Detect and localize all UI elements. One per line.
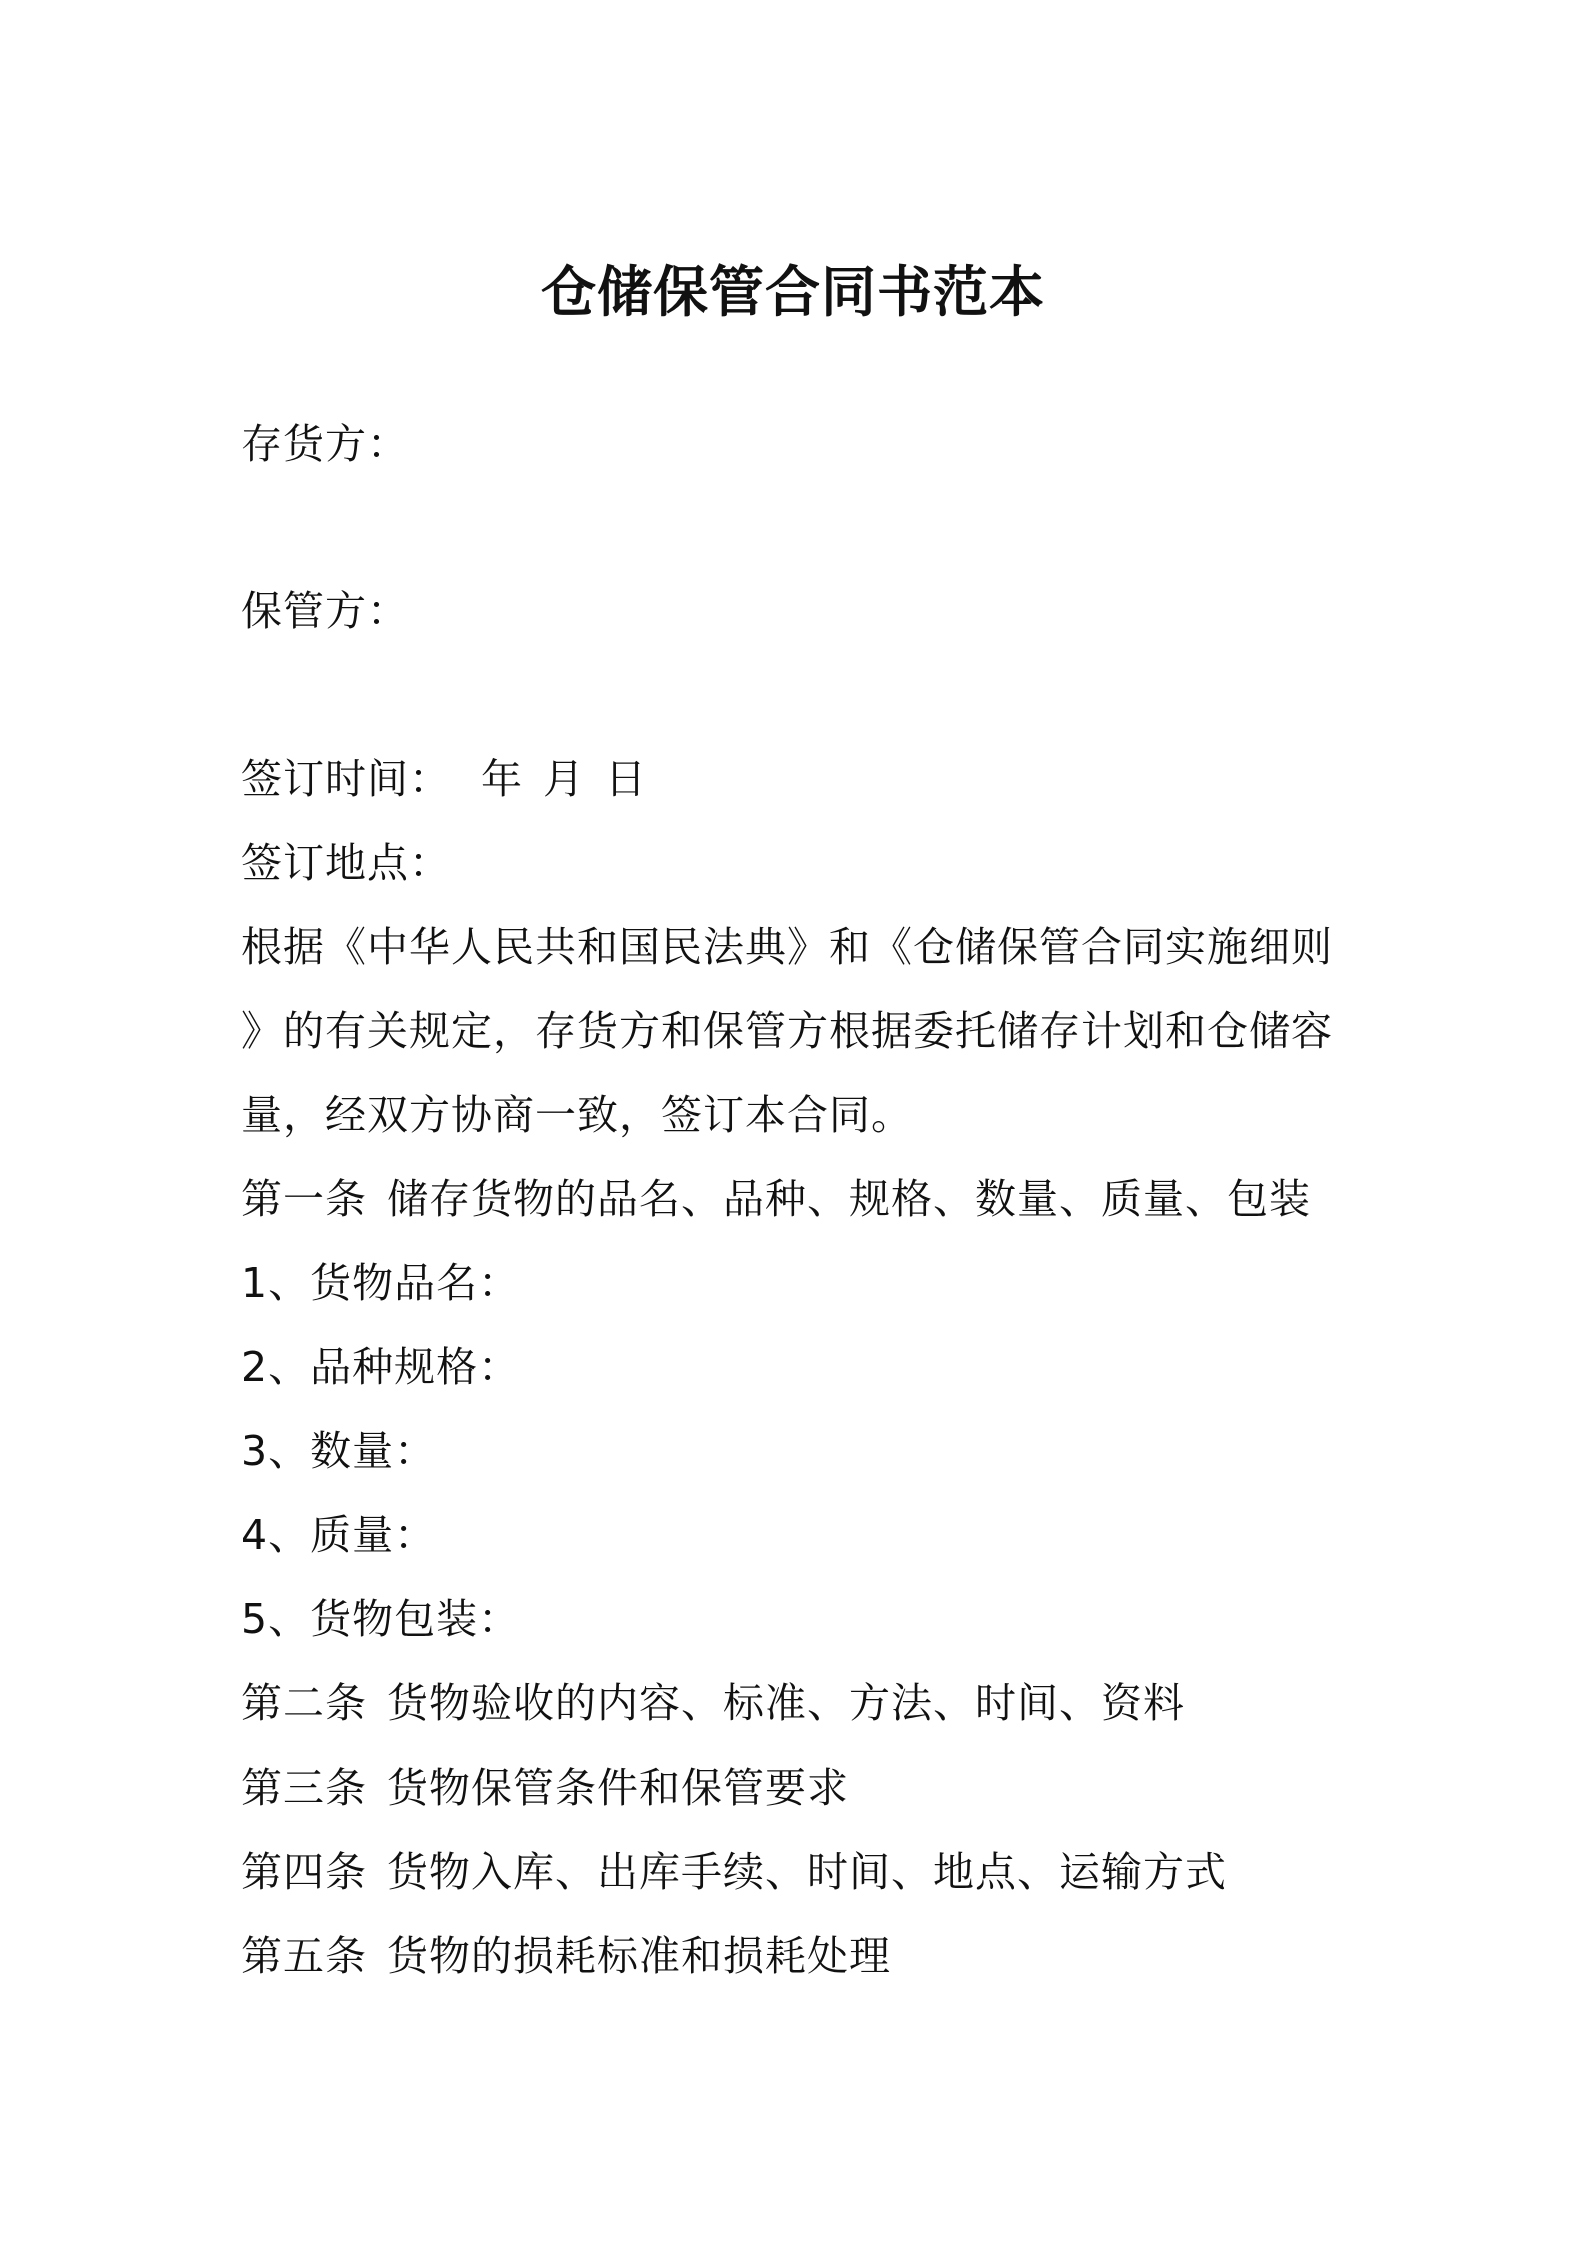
- article-number: 第四条: [241, 1848, 367, 1896]
- sign-time-line: [241, 751, 667, 807]
- sign-day: 日: [605, 755, 647, 803]
- article-text: 货物的损耗标准和损耗处理: [387, 1932, 891, 1980]
- article-text: 货物入库、出库手续、时间、地点、运输方式: [387, 1848, 1227, 1896]
- article-4: [241, 1844, 1227, 1900]
- list-item: 5、货物包装：: [241, 1595, 521, 1643]
- article-number: 第一条: [241, 1175, 367, 1223]
- list-item: 1、货物品名：: [241, 1259, 521, 1307]
- article-text: 货物保管条件和保管要求: [387, 1764, 849, 1812]
- preamble-line: 根据《中华人民共和国民法典》和《仓储保管合同实施细则: [241, 923, 1333, 971]
- sign-time-label: 签订时间：: [241, 755, 451, 803]
- article-number: 第二条: [241, 1679, 367, 1727]
- list-item: 3、数量：: [241, 1427, 437, 1475]
- article-5: [241, 1928, 891, 1984]
- preamble-line: 量，经双方协商一致，签订本合同。: [241, 1091, 913, 1139]
- keeper-label: 保管方：: [241, 587, 409, 635]
- document-title: 仓储保管合同书范本: [540, 260, 1045, 324]
- sign-place-label: 签订地点：: [241, 839, 451, 887]
- article-2: [241, 1675, 1185, 1731]
- sign-month: 月: [543, 755, 585, 803]
- depositor-label: 存货方：: [241, 420, 409, 468]
- article-text: 货物验收的内容、标准、方法、时间、资料: [387, 1679, 1185, 1727]
- article-number: 第三条: [241, 1764, 367, 1812]
- preamble-line: 》的有关规定，存货方和保管方根据委托储存计划和仓储容: [241, 1007, 1333, 1055]
- article-1: [241, 1171, 1311, 1227]
- list-item: 4、质量：: [241, 1511, 437, 1559]
- article-3: [241, 1760, 849, 1816]
- list-item: 2、品种规格：: [241, 1343, 521, 1391]
- article-number: 第五条: [241, 1932, 367, 1980]
- sign-year: 年: [481, 755, 523, 803]
- article-text: 储存货物的品名、品种、规格、数量、质量、包装: [387, 1175, 1311, 1223]
